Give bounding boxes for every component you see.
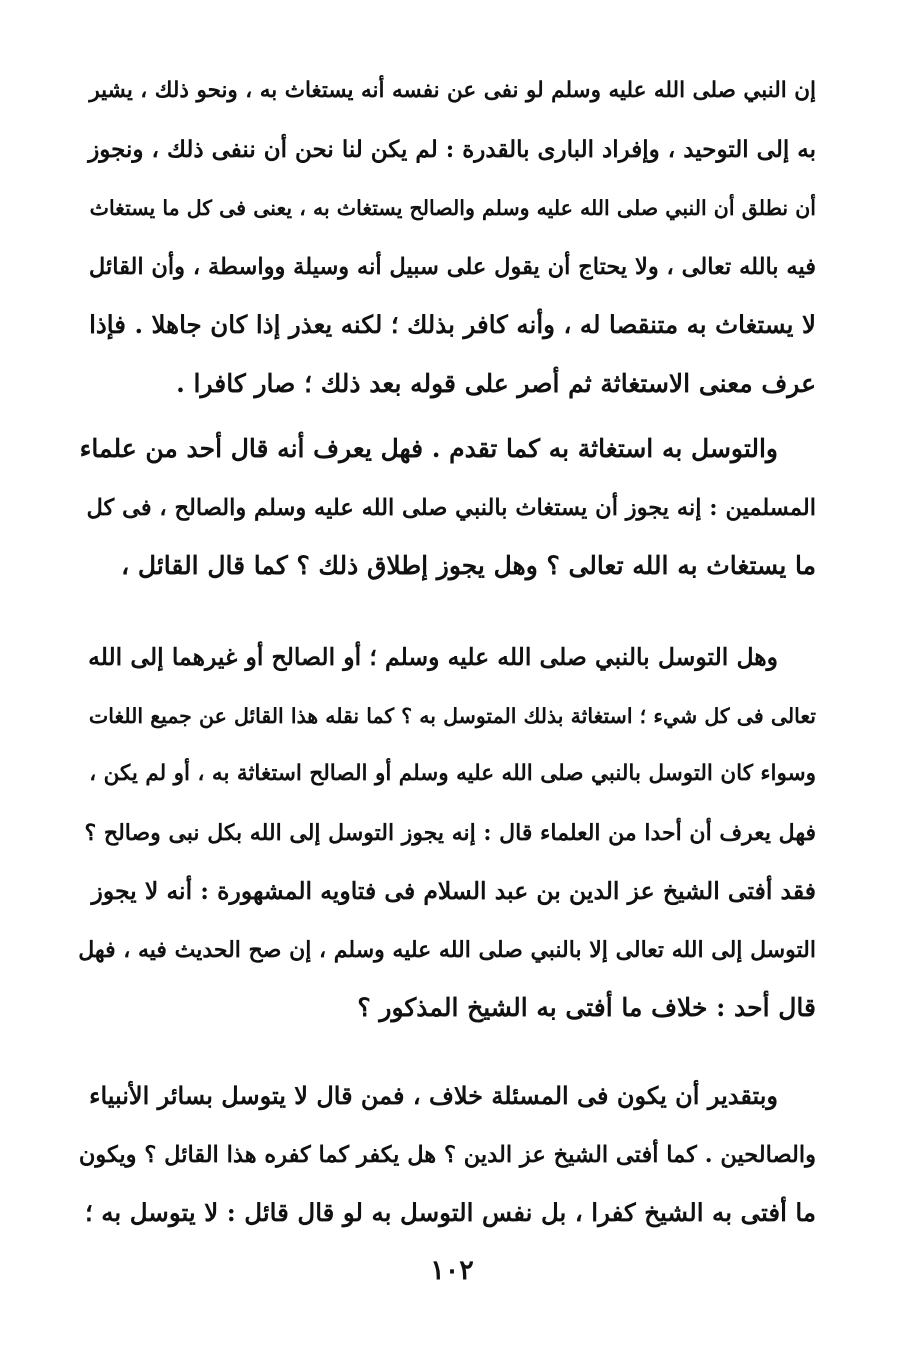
- text-line: والتوسل به استغاثة به كما تقدم . فهل يعرف أنه قال أحد من علماء: [79, 434, 778, 463]
- paragraph-2: [78, 420, 816, 596]
- text-line: فيه بالله تعالى ، ولا يحتاج أن يقول على سبيل أنه وسيلة وواسطة ، وأن القائل: [88, 253, 816, 280]
- text-line: فقد أفتى الشيخ عز الدين بن عبد السلام فى فتاويه المشهورة : أنه لا يجوز: [91, 877, 816, 905]
- text-line: به إلى التوحيد ، وإفراد البارى بالقدرة : لم يكن لنا نحن أن ننفى ذلك ، ونجوز: [88, 135, 816, 163]
- text-line: وهل التوسل بالنبي صلى الله عليه وسلم ؛ أو الصالح أو غيرهما إلى الله: [88, 643, 778, 671]
- text-line: ما أفتى به الشيخ كفرا ، بل نفس التوسل به لو قال قائل : لا يتوسل به ؛: [84, 1198, 816, 1227]
- text-line: وسواء كان التوسل بالنبي صلى الله عليه وسلم أو الصالح استغاثة به ، أو لم يكن ،: [89, 761, 816, 786]
- text-line: المسلمين : إنه يجوز أن يستغاث بالنبي صلى الله عليه وسلم والصالح ، فى كل: [86, 494, 816, 521]
- paragraph-1: [78, 62, 816, 413]
- text-line: والصالحين . كما أفتى الشيخ عز الدين ؟ هل يكفر كما كفره هذا القائل ؟ ويكون: [78, 1141, 816, 1168]
- text-line: ما يستغاث به الله تعالى ؟ وهل يجوز إطلاق ذلك ؟ كما قال القائل ،: [121, 551, 816, 580]
- text-line: قال أحد : خلاف ما أفتى به الشيخ المذكور ؟: [357, 993, 816, 1022]
- text-line: أن نطلق أن النبي صلى الله عليه وسلم والصالح يستغاث به ، يعنى فى كل ما يستغاث: [89, 196, 816, 220]
- text-line: لا يستغاث به متنقصا له ، وأنه كافر بذلك ؛ لكنه يعذر إذا كان جاهلا . فإذا: [89, 310, 816, 339]
- paragraph-3: [78, 628, 816, 1038]
- text-line: وبتقدير أن يكون فى المسئلة خلاف ، فمن قال لا يتوسل بسائر الأنبياء: [89, 1081, 778, 1110]
- text-line: فهل يعرف أن أحدا من العلماء قال : إنه يجوز التوسل إلى الله بكل نبى وصالح ؟: [84, 819, 816, 846]
- paragraph-4: [78, 1067, 816, 1243]
- text-line: عرف معنى الاستغاثة ثم أصر على قوله بعد ذلك ؛ صار كافرا .: [176, 368, 816, 398]
- text-line: التوسل إلى الله تعالى إلا بالنبي صلى الله عليه وسلم ، إن صح الحديث فيه ، فهل: [78, 936, 816, 963]
- text-line: إن النبي صلى الله عليه وسلم لو نفى عن نفسه أنه يستغاث به ، ونحو ذلك ، يشير: [89, 78, 816, 103]
- page-number: ١٠٢: [430, 1255, 474, 1286]
- text-line: تعالى فى كل شيء ؛ استغاثة بذلك المتوسل به ؟ كما نقله هذا القائل عن جميع اللغات: [88, 703, 816, 728]
